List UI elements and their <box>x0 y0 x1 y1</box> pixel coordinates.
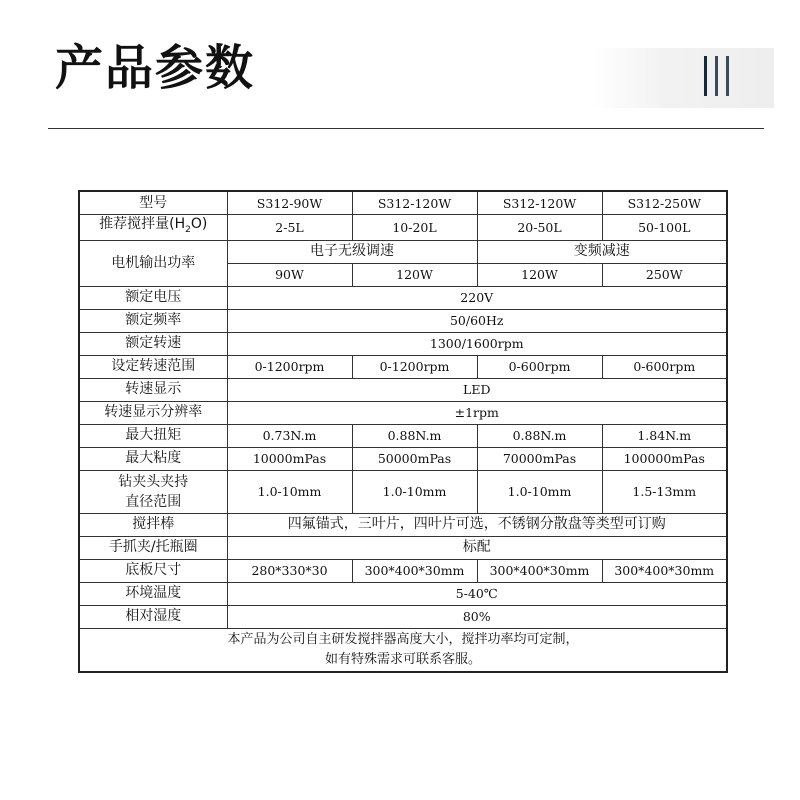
table-cell: 1.0-10mm <box>352 470 477 513</box>
table-cell: S312-120W <box>477 191 602 215</box>
row-label: 推荐搅拌量$(H_2O)$ <box>79 215 227 241</box>
table-cell: 10000mPas <box>227 447 352 470</box>
table-row-speed-range <box>79 355 727 378</box>
table-cell: 100000mPas <box>602 447 727 470</box>
row-label: 钻夹头夹持 直径范围 <box>79 470 227 513</box>
header-decor-panel <box>592 48 774 108</box>
table-cell: 5-40℃ <box>227 582 727 605</box>
table-row-torque <box>79 424 727 447</box>
table-row-note <box>79 628 727 672</box>
row-label: 手抓夹/托瓶圈 <box>79 536 227 559</box>
table-cell: 0.73N.m <box>227 424 352 447</box>
table-row-clamp <box>79 536 727 559</box>
table-cell: 80% <box>227 605 727 628</box>
table-cell: 0-1200rpm <box>352 355 477 378</box>
table-cell: 1.84N.m <box>602 424 727 447</box>
row-label: 额定转速 <box>79 332 227 355</box>
table-cell: 50/60Hz <box>227 309 727 332</box>
table-row-chuck <box>79 470 727 513</box>
row-label: 环境温度 <box>79 582 227 605</box>
table-cell: 1300/1600rpm <box>227 332 727 355</box>
title-divider <box>48 128 764 129</box>
table-cell: 10-20L <box>352 215 477 241</box>
table-cell: 220V <box>227 286 727 309</box>
row-label: 最大扭矩 <box>79 424 227 447</box>
table-row-humidity <box>79 605 727 628</box>
spec-table <box>78 190 728 673</box>
table-cell: 0-600rpm <box>602 355 727 378</box>
table-cell: 250W <box>602 263 727 286</box>
table-cell: 1.0-10mm <box>477 470 602 513</box>
table-cell: 120W <box>477 263 602 286</box>
table-row-viscosity <box>79 447 727 470</box>
page-title: 产品参数 <box>55 40 256 96</box>
table-cell: 2-5L <box>227 215 352 241</box>
row-label: 额定电压 <box>79 286 227 309</box>
table-cell: 120W <box>352 263 477 286</box>
table-cell: 90W <box>227 263 352 286</box>
row-label: 转速显示 <box>79 378 227 401</box>
row-label: 转速显示分辨率 <box>79 401 227 424</box>
row-label: 设定转速范围 <box>79 355 227 378</box>
table-cell: ±1rpm <box>227 401 727 424</box>
table-row-speed-display <box>79 378 727 401</box>
row-label: 最大粘度 <box>79 447 227 470</box>
table-row-voltage <box>79 286 727 309</box>
table-cell: 0-600rpm <box>477 355 602 378</box>
table-cell: 50-100L <box>602 215 727 241</box>
table-cell: 1.5-13mm <box>602 470 727 513</box>
row-label: 额定频率 <box>79 309 227 332</box>
menu-bars-icon <box>704 56 729 96</box>
table-row-base <box>79 559 727 582</box>
table-cell: 1.0-10mm <box>227 470 352 513</box>
table-row-volume <box>79 215 727 241</box>
table-cell: S312-250W <box>602 191 727 215</box>
table-row-model <box>79 191 727 215</box>
table-cell: LED <box>227 378 727 401</box>
table-cell: 0.88N.m <box>477 424 602 447</box>
table-cell: 50000mPas <box>352 447 477 470</box>
table-cell: 标配 <box>227 536 727 559</box>
row-label: 型号 <box>79 191 227 215</box>
table-cell: 280*330*30 <box>227 559 352 582</box>
table-cell: S312-90W <box>227 191 352 215</box>
row-label: 电机输出功率 <box>79 240 227 286</box>
table-cell: 300*400*30mm <box>352 559 477 582</box>
table-cell: 变频减速 <box>477 240 727 263</box>
row-label: 搅拌棒 <box>79 513 227 536</box>
table-cell: 四氟锚式，三叶片，四叶片可选，不锈钢分散盘等类型可订购 <box>227 513 727 536</box>
table-cell: 70000mPas <box>477 447 602 470</box>
table-cell: 300*400*30mm <box>602 559 727 582</box>
table-row-rated-speed <box>79 332 727 355</box>
table-row-speed-resolution <box>79 401 727 424</box>
table-row-stirrer <box>79 513 727 536</box>
table-cell: 20-50L <box>477 215 602 241</box>
table-row-env-temp <box>79 582 727 605</box>
table-cell: 300*400*30mm <box>477 559 602 582</box>
table-cell: 0-1200rpm <box>227 355 352 378</box>
table-cell: S312-120W <box>352 191 477 215</box>
row-label: 底板尺寸 <box>79 559 227 582</box>
table-row-frequency <box>79 309 727 332</box>
table-cell: 电子无级调速 <box>227 240 477 263</box>
table-cell: 0.88N.m <box>352 424 477 447</box>
row-label: 相对湿度 <box>79 605 227 628</box>
table-row-motor <box>79 240 727 263</box>
note-cell: 本产品为公司自主研发搅拌器高度大小，搅拌功率均可定制， 如有特殊需求可联系客服。 <box>79 628 727 672</box>
